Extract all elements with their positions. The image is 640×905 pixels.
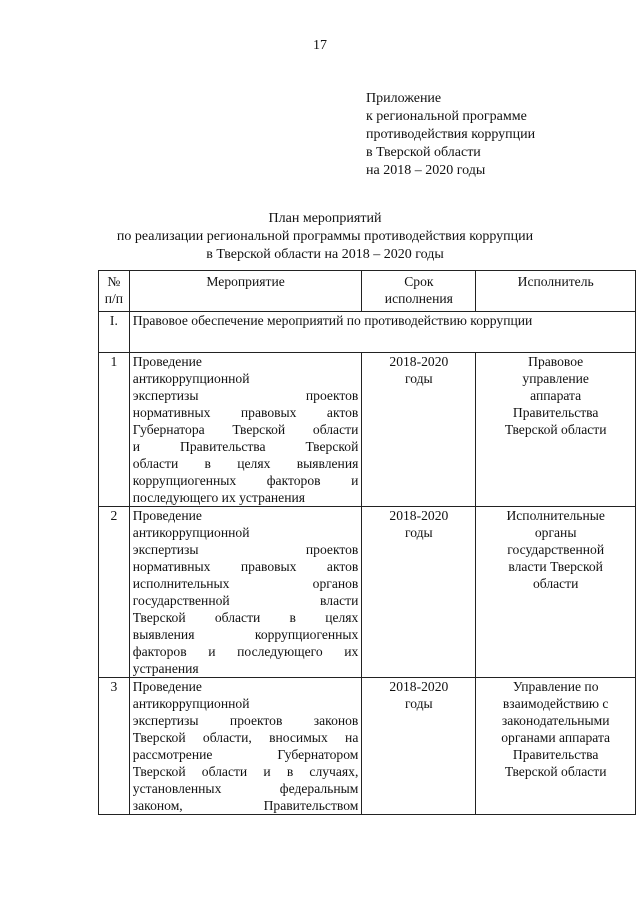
event-line: государственной власти <box>132 593 359 608</box>
row-event <box>129 353 362 507</box>
executor-line: власти Тверской <box>508 559 603 574</box>
table-row <box>99 507 636 678</box>
page-number: 17 <box>313 38 327 53</box>
row-term <box>362 678 476 815</box>
term-line: 2018-2020 <box>389 508 449 523</box>
event-line: Тверской области в целях <box>132 610 359 625</box>
event-line: рассмотрение Губернатором <box>132 747 359 762</box>
event-line: Проведение <box>132 679 202 694</box>
term-line: годы <box>405 525 433 540</box>
header-executor: Исполнитель <box>476 271 636 312</box>
event-line: факторов и последующего их <box>132 644 359 659</box>
event-line: антикоррупционной <box>132 696 250 711</box>
appendix-note <box>366 90 616 180</box>
row-executor <box>476 353 636 507</box>
event-line: законом, Правительством <box>132 798 359 813</box>
header-num <box>99 271 130 312</box>
plan-title <box>80 210 570 264</box>
header-event: Мероприятие <box>129 271 362 312</box>
executor-line: органы <box>534 525 577 540</box>
event-line: исполнительных органов <box>132 576 359 591</box>
row-executor <box>476 507 636 678</box>
row-term <box>362 507 476 678</box>
row-term <box>362 353 476 507</box>
plan-title-line: План мероприятий <box>268 211 382 226</box>
row-num: 2 <box>99 507 130 678</box>
plan-title-line: в Тверской области на 2018 – 2020 годы <box>206 247 444 262</box>
appendix-line: на 2018 – 2020 годы <box>366 163 486 178</box>
event-line: Проведение <box>132 508 202 523</box>
executor-line: законодательными <box>501 713 610 728</box>
event-line: коррупциогенных факторов и <box>132 473 359 488</box>
event-line: экспертизы проектов законов <box>132 713 359 728</box>
measures-table <box>98 270 636 815</box>
appendix-line: в Тверской области <box>366 145 481 160</box>
section-row <box>99 312 636 353</box>
event-line: Проведение <box>132 354 202 369</box>
row-event <box>129 678 362 815</box>
event-line: выявления коррупциогенных <box>132 627 359 642</box>
appendix-line: к региональной программе <box>366 109 527 124</box>
event-line: Тверской области, вносимых на <box>132 730 359 745</box>
plan-title-line: по реализации региональной программы противодействия коррупции <box>116 229 534 244</box>
event-line: и Правительства Тверской <box>132 439 359 454</box>
executor-line: управление <box>522 371 589 386</box>
executor-line: государственной <box>507 542 605 557</box>
executor-line: аппарата <box>530 388 582 403</box>
term-line: годы <box>405 696 433 711</box>
executor-line: Правительства <box>512 405 599 420</box>
event-line: устранения <box>132 661 199 676</box>
header-num-line: п/п <box>104 291 124 306</box>
event-line: нормативных правовых актов <box>132 559 359 574</box>
event-line: установленных федеральным <box>132 781 359 796</box>
term-line: 2018-2020 <box>389 354 449 369</box>
event-line: Тверской области и в случаях, <box>132 764 359 779</box>
executor-line: Правовое <box>528 354 584 369</box>
event-line: экспертизы проектов <box>132 388 359 403</box>
executor-line: органами аппарата <box>501 730 611 745</box>
header-term-line: Срок <box>404 274 434 289</box>
event-line: антикоррупционной <box>132 525 250 540</box>
executor-line: Управление по <box>512 679 599 694</box>
event-line: нормативных правовых актов <box>132 405 359 420</box>
executor-line: области <box>532 576 579 591</box>
table-row <box>99 353 636 507</box>
row-event <box>129 507 362 678</box>
table-row <box>99 678 636 815</box>
term-line: годы <box>405 371 433 386</box>
row-executor <box>476 678 636 815</box>
executor-line: Исполнительные <box>506 508 605 523</box>
appendix-line: противодействия коррупции <box>366 127 536 142</box>
event-line: последующего их устранения <box>132 490 306 505</box>
header-num-line: № <box>107 274 121 289</box>
header-term <box>362 271 476 312</box>
table-header-row <box>99 271 636 312</box>
executor-line: Правительства <box>512 747 599 762</box>
term-line: 2018-2020 <box>389 679 449 694</box>
event-line: области в целях выявления <box>132 456 359 471</box>
header-term-line: исполнения <box>384 291 453 306</box>
event-line: Губернатора Тверской области <box>132 422 359 437</box>
executor-line: Тверской области <box>504 764 607 779</box>
section-num: I. <box>99 312 130 353</box>
row-num: 3 <box>99 678 130 815</box>
appendix-line: Приложение <box>366 91 442 106</box>
section-title: Правовое обеспечение мероприятий по противодействию коррупции <box>129 312 635 353</box>
event-line: антикоррупционной <box>132 371 250 386</box>
event-line: экспертизы проектов <box>132 542 359 557</box>
row-num: 1 <box>99 353 130 507</box>
executor-line: Тверской области <box>504 422 607 437</box>
executor-line: взаимодействию с <box>502 696 609 711</box>
